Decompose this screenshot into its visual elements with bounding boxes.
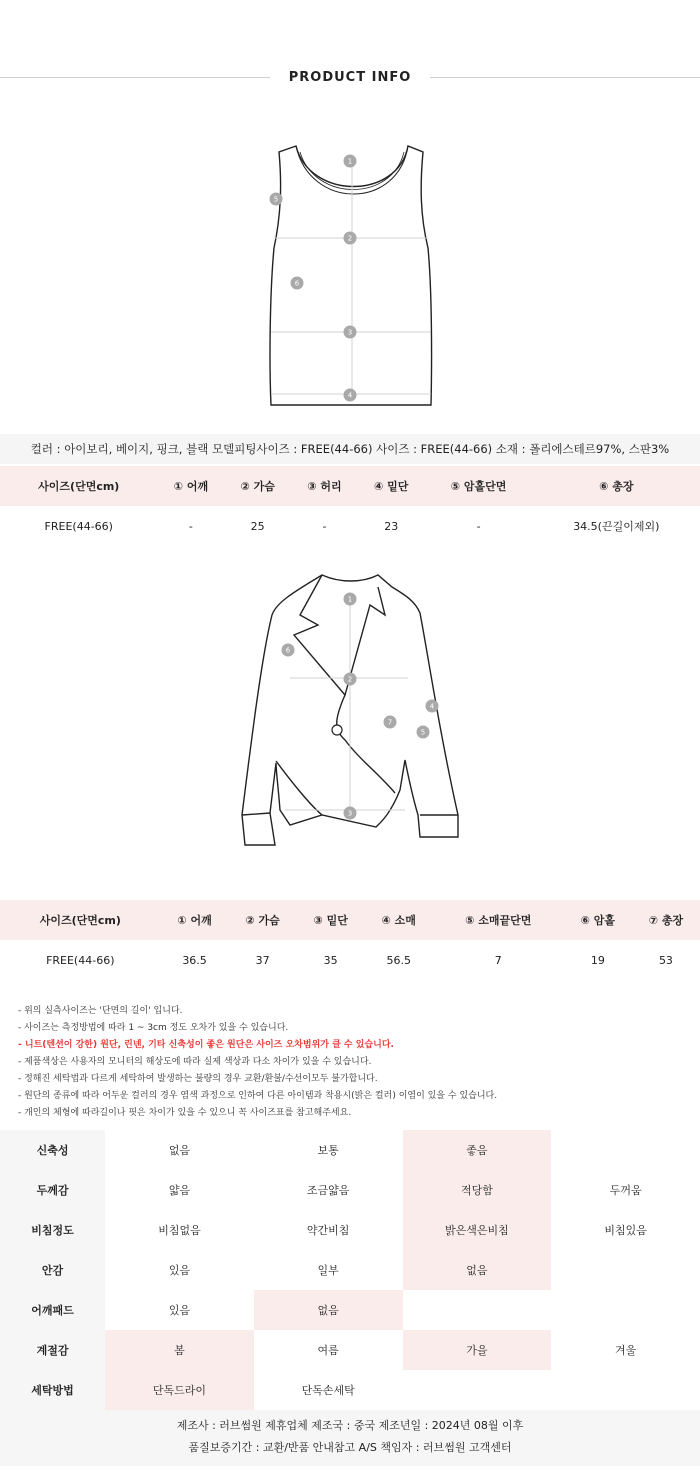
fabric-option-selected: 단독드라이 — [105, 1370, 254, 1410]
fabric-option-selected: 밝은색은비침 — [403, 1210, 552, 1250]
header-cell: ① 어깨 — [158, 466, 225, 506]
table-cell: - — [188, 519, 193, 533]
fabric-option — [551, 1290, 700, 1330]
header-cell: ② 가슴 — [224, 466, 291, 506]
fabric-option: 조금얇음 — [306, 1184, 350, 1197]
table-cell: 34.5(끈길이제외) — [573, 520, 660, 533]
page-title: PRODUCT INFO — [271, 70, 430, 85]
measure-marker-label: 7 — [387, 718, 393, 727]
measure-marker-label: 3 — [347, 809, 353, 818]
fabric-option-selected: 적당함 — [403, 1170, 552, 1210]
fabric-option: 일부 — [317, 1264, 339, 1277]
tank-top-illustration — [0, 130, 700, 415]
header-cell: ⑤ 소매끝단면 — [433, 900, 564, 940]
measure-marker-label: 6 — [285, 646, 291, 655]
measure-marker-label: 2 — [347, 234, 353, 243]
product-info-line: 컬러 : 아이보리, 베이지, 핑크, 블랙 모델피팅사이즈 : FREE(44-66) 사이즈 : FREE(44-66) 소재 : 폴리에스테르97%, 스판3% — [0, 434, 700, 464]
section-header — [0, 70, 700, 86]
note-line-warning: - 니트(텐션이 강한) 원단, 린넨, 기타 신축성이 좋은 원단은 사이즈 오차범위가 클 수 있습니다. — [18, 1040, 394, 1050]
note-line: - 개인의 체형에 따라길이나 핏은 차이가 있을 수 있으니 꼭 사이즈표를 참고해주세요. — [18, 1108, 352, 1118]
header-cell: ④ 밑단 — [358, 466, 425, 506]
table-cell: 36.5 — [182, 953, 207, 967]
note-line: - 원단의 종류에 따라 어두운 컬러의 경우 염색 과정으로 인하여 다른 아이템과 착용시(밝은 컬러) 이염이 있을 수 있습니다. — [18, 1091, 498, 1101]
fabric-option: 비침있음 — [604, 1224, 647, 1237]
footer-manufacturer: 제조사 : 러브썸원 제휴업체 제조국 : 중국 제조년일 : 2024년 08월 이후 — [176, 1419, 524, 1432]
header-cell: ③ 밑단 — [297, 900, 365, 940]
fabric-option: 여름 — [317, 1344, 339, 1357]
fabric-option: 비침없음 — [158, 1224, 201, 1237]
header-cell: 사이즈(단면cm) — [0, 466, 158, 506]
fabric-row-label: 계절감 — [0, 1330, 105, 1370]
measure-marker-label: 5 — [273, 195, 279, 204]
fabric-row-label: 안감 — [0, 1250, 105, 1290]
note-line: - 정해진 세탁법과 다르게 세탁하여 발생하는 불량의 경우 교환/환불/수선이모두 불가합니다. — [18, 1074, 378, 1084]
table-cell: 25 — [250, 519, 265, 533]
fabric-row — [0, 1210, 700, 1250]
table-cell: 7 — [494, 953, 502, 967]
fabric-option — [551, 1370, 700, 1410]
table-cell: 56.5 — [386, 953, 411, 967]
header-cell: ⑦ 총장 — [632, 900, 700, 940]
fabric-row-label: 비침정도 — [0, 1210, 105, 1250]
measure-marker-label: 4 — [347, 391, 353, 400]
header-cell: ⑥ 암홀 — [564, 900, 632, 940]
header-cell: ① 어깨 — [161, 900, 229, 940]
table-cell: FREE(44-66) — [44, 519, 113, 533]
header-cell: ⑥ 총장 — [533, 466, 700, 506]
measure-marker-label: 6 — [294, 279, 300, 288]
jacket-illustration — [0, 565, 700, 855]
note-line: - 제품색상은 사용자의 모니터의 해상도에 따라 실제 색상과 다소 차이가 있을 수 있습니다. — [18, 1057, 372, 1067]
fabric-row — [0, 1330, 700, 1370]
fabric-info-table — [0, 1130, 700, 1410]
fabric-option — [403, 1290, 552, 1330]
size-table-top — [0, 466, 700, 546]
footer-warranty: 품질보증기간 : 교환/반품 안내참고 A/S 책임자 : 러브썸원 고객센터 — [188, 1441, 512, 1454]
fabric-row-label: 세탁방법 — [0, 1370, 105, 1410]
fabric-row-label: 신축성 — [0, 1130, 105, 1170]
size-notes — [18, 1003, 688, 1122]
size-table-bottom — [0, 900, 700, 980]
fabric-option — [551, 1130, 700, 1170]
fabric-option: 약간비침 — [306, 1224, 350, 1237]
fabric-option: 있음 — [168, 1304, 191, 1317]
fabric-row — [0, 1290, 700, 1330]
measure-marker-label: 2 — [347, 675, 353, 684]
size-table-top-header — [0, 466, 700, 506]
footer-info — [0, 1410, 700, 1466]
fabric-option — [551, 1250, 700, 1290]
table-cell: FREE(44-66) — [46, 953, 115, 967]
fabric-row — [0, 1370, 700, 1410]
header-cell: 사이즈(단면cm) — [0, 900, 161, 940]
fabric-row — [0, 1130, 700, 1170]
table-cell: 23 — [384, 519, 399, 533]
note-line: - 위의 실측사이즈는 '단면의 길이' 입니다. — [18, 1006, 183, 1016]
fabric-option-selected: 없음 — [403, 1250, 552, 1290]
fabric-option: 얇음 — [168, 1184, 191, 1197]
fabric-option-selected: 좋음 — [403, 1130, 552, 1170]
fabric-option — [403, 1370, 552, 1410]
measure-marker-label: 3 — [347, 328, 353, 337]
measure-marker-label: 1 — [347, 595, 353, 604]
header-cell: ③ 허리 — [291, 466, 358, 506]
measure-marker-label: 4 — [429, 702, 435, 711]
note-line: - 사이즈는 측정방법에 따라 1 ~ 3cm 정도 오차가 있을 수 있습니다. — [18, 1023, 289, 1033]
size-table-bottom-header — [0, 900, 700, 940]
fabric-option-selected: 가을 — [403, 1330, 552, 1370]
fabric-option: 보통 — [317, 1144, 339, 1157]
table-row — [0, 506, 700, 546]
fabric-option-selected: 봄 — [105, 1330, 254, 1370]
header-cell: ② 가슴 — [229, 900, 297, 940]
table-cell: 37 — [255, 953, 270, 967]
table-cell: - — [322, 519, 327, 533]
table-cell: - — [476, 519, 481, 533]
fabric-option: 단독손세탁 — [301, 1384, 355, 1397]
table-row — [0, 940, 700, 980]
header-cell: ⑤ 암홀단면 — [425, 466, 533, 506]
fabric-option: 없음 — [168, 1144, 191, 1157]
fabric-option: 있음 — [168, 1264, 191, 1277]
fabric-row-label: 두께감 — [0, 1170, 105, 1210]
fabric-row — [0, 1170, 700, 1210]
measure-marker-label: 5 — [420, 728, 426, 737]
fabric-row-label: 어깨패드 — [0, 1290, 105, 1330]
header-cell: ④ 소매 — [365, 900, 433, 940]
table-cell: 53 — [658, 953, 673, 967]
fabric-option: 두꺼움 — [609, 1184, 642, 1197]
fabric-row — [0, 1250, 700, 1290]
fabric-option-selected: 없음 — [254, 1290, 403, 1330]
table-cell: 35 — [323, 953, 338, 967]
table-cell: 19 — [590, 953, 605, 967]
measure-marker-label: 1 — [347, 157, 353, 166]
fabric-option: 겨울 — [615, 1344, 637, 1357]
